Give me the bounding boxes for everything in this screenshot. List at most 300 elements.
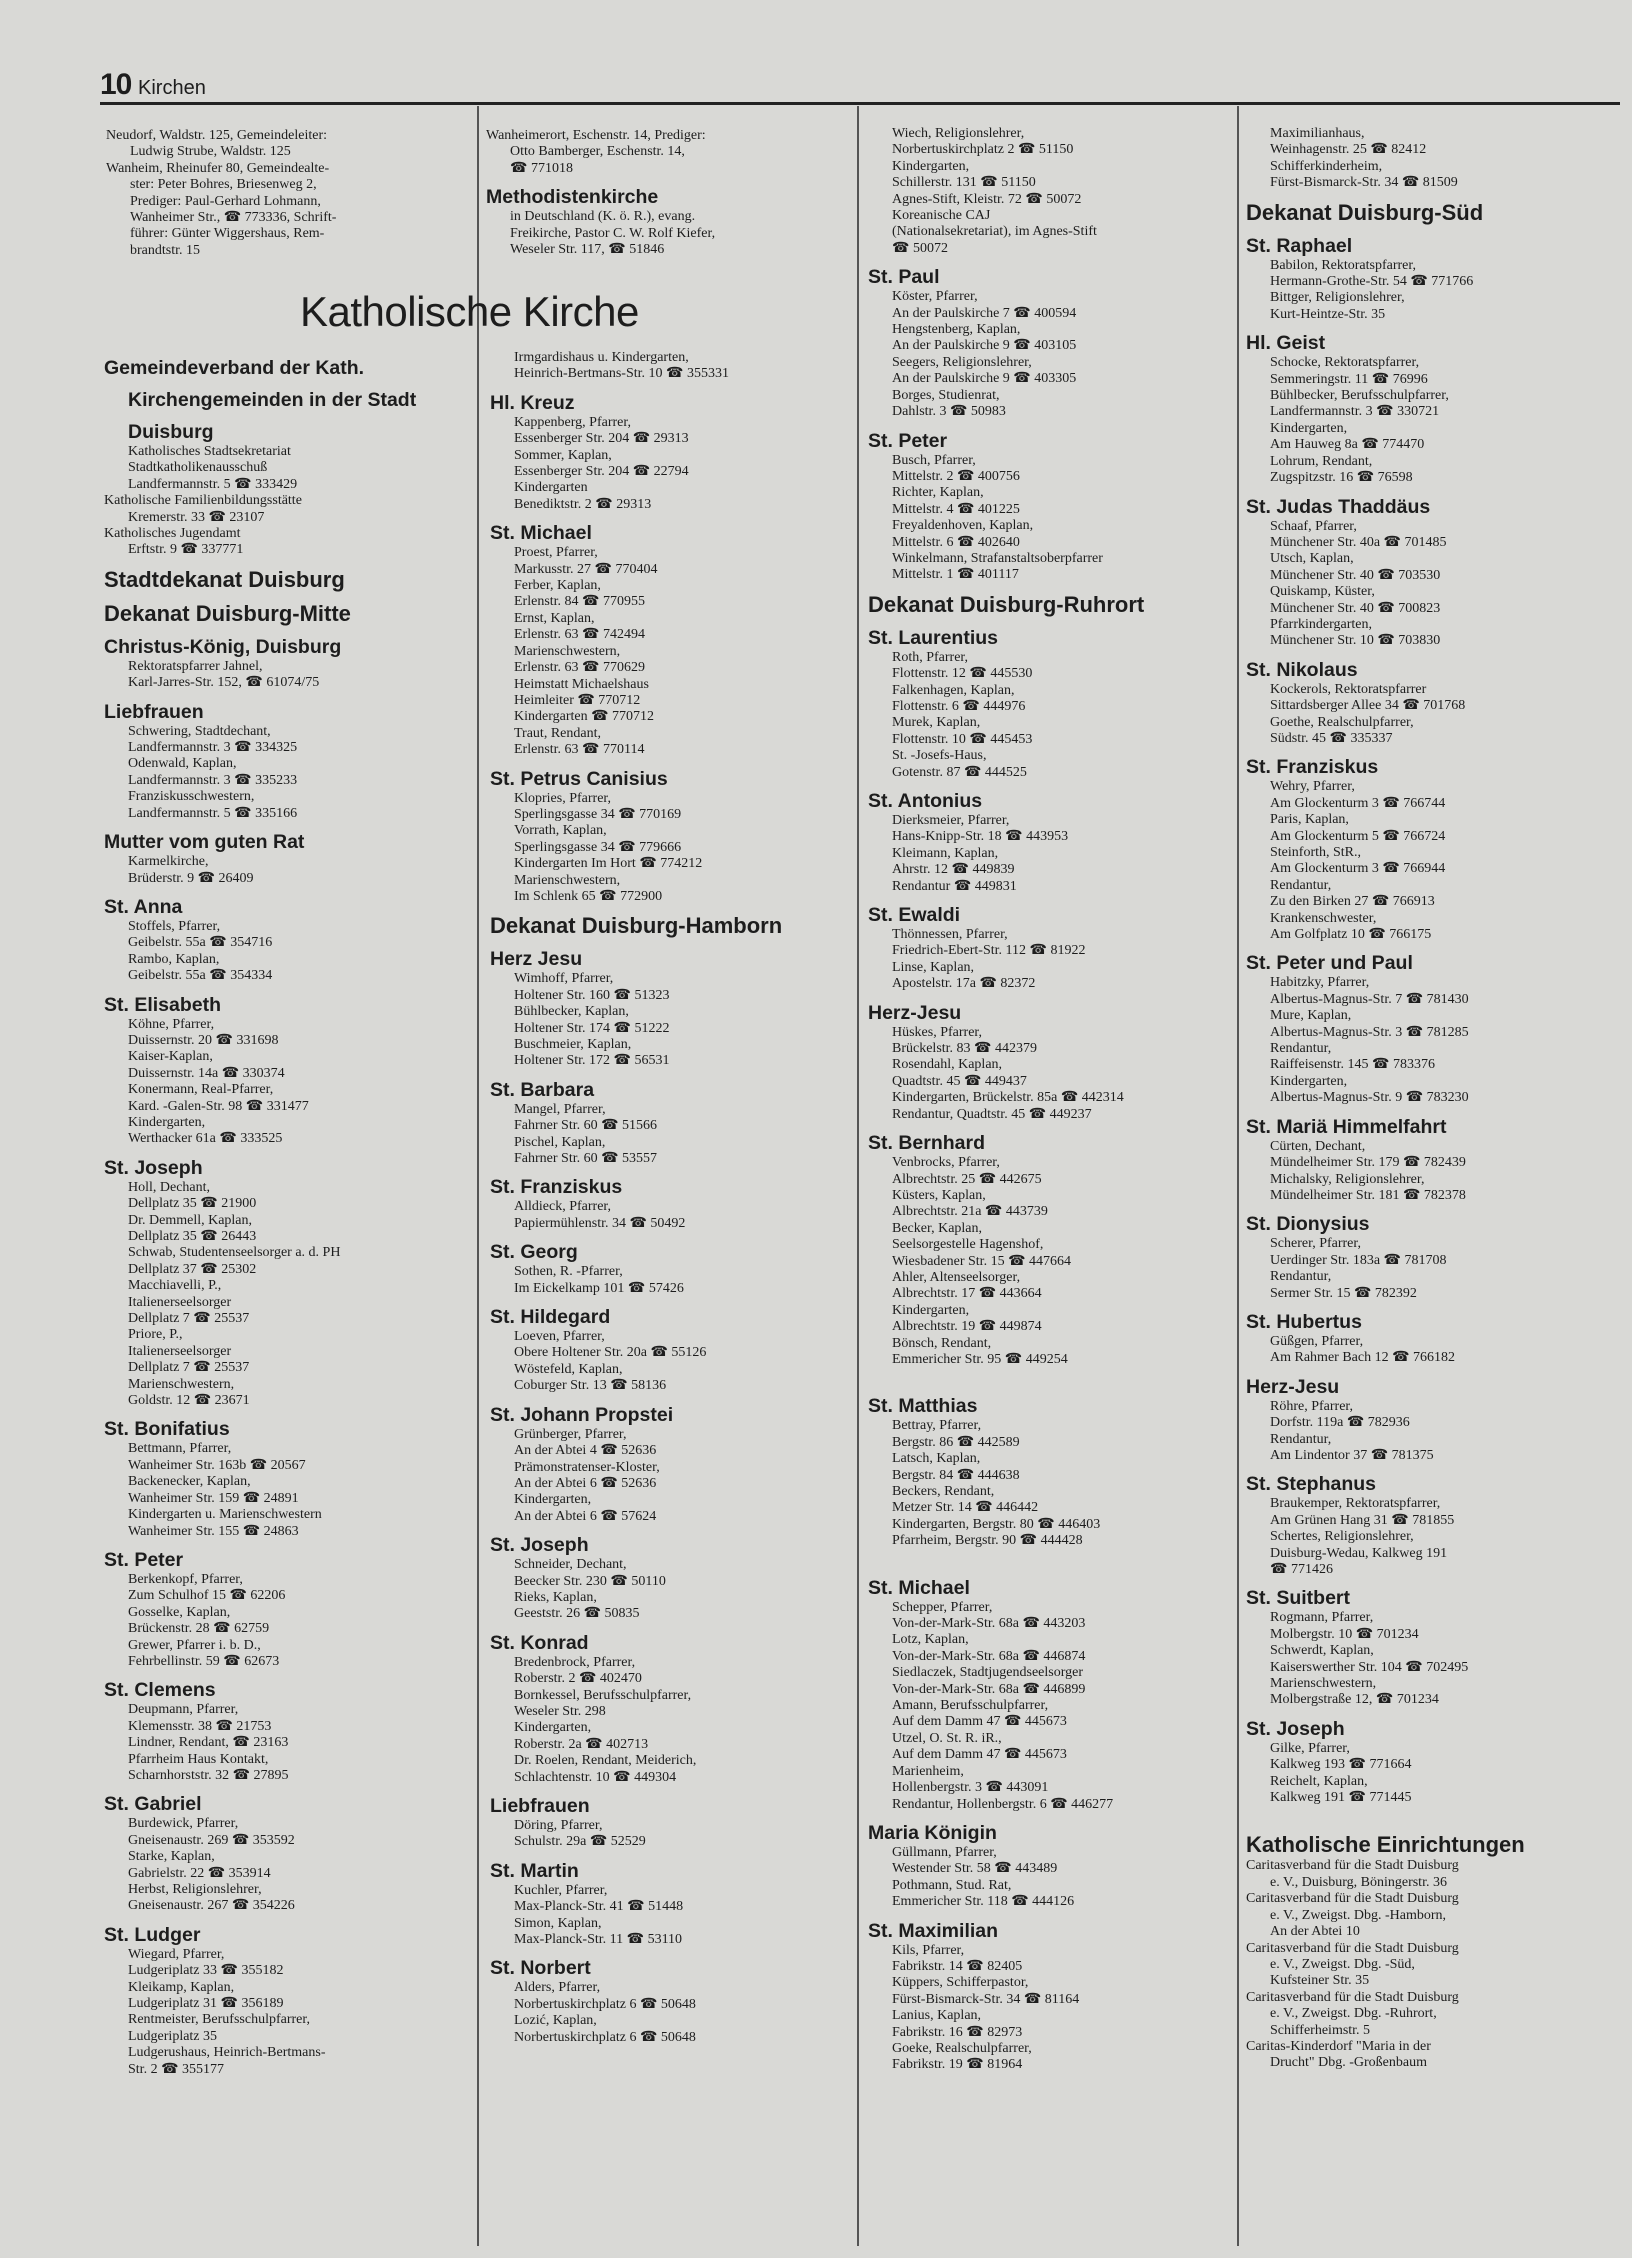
entry-line: Holtener Str. 172 ☎ 56531	[514, 1053, 670, 1069]
entry-line: Fahrner Str. 60 ☎ 53557	[514, 1151, 658, 1167]
section-heading: Dekanat Duisburg-Ruhrort	[868, 591, 1145, 617]
entry-line: Bredenbrock, Pfarrer,	[514, 1654, 636, 1670]
entry-line: Klemensstr. 38 ☎ 21753	[128, 1718, 272, 1734]
entry-line: Utzel, O. St. R. iR.,	[892, 1730, 1002, 1746]
entry-line: Rambo, Kaplan,	[128, 951, 220, 967]
entry-line: Flottenstr. 10 ☎ 445453	[892, 731, 1033, 747]
column-1	[104, 356, 474, 2078]
entry-line: Kalkweg 191 ☎ 771445	[1270, 1790, 1412, 1806]
entry-heading: Herz-Jesu	[1246, 1375, 1340, 1398]
entry-line: Proest, Pfarrer,	[514, 545, 598, 561]
entry-line: Zu den Birken 27 ☎ 766913	[1270, 894, 1435, 910]
entry-line: Paris, Kaplan,	[1270, 812, 1349, 828]
entry-line: Schwab, Studentenseelsorger a. d. PH	[128, 1245, 341, 1261]
entry-line: Linse, Kaplan,	[892, 959, 975, 975]
entry-line: Gosselke, Kaplan,	[128, 1604, 231, 1620]
column-divider	[1237, 106, 1239, 2246]
entry-line: Roberstr. 2a ☎ 402713	[514, 1736, 649, 1752]
entry-line: Dahlstr. 3 ☎ 50983	[892, 404, 1006, 420]
entry-line: Coburger Str. 13 ☎ 58136	[514, 1378, 667, 1394]
entry-line: Vorrath, Kaplan,	[514, 823, 607, 839]
entry-line: e. V., Zweigst. Dbg. -Ruhrort,	[1270, 2006, 1437, 2022]
entry-heading: Hl. Kreuz	[490, 391, 575, 414]
column-divider	[477, 106, 479, 2246]
entry-line: Erlenstr. 63 ☎ 742494	[514, 627, 645, 643]
entry-line: Cürten, Dechant,	[1270, 1138, 1366, 1154]
entry-heading: St. Franziskus	[1246, 756, 1379, 779]
entry-line: Katholisches Stadtsekretariat	[128, 444, 291, 459]
page-title: Kirchen	[138, 77, 206, 99]
entry-heading: St. Norbert	[490, 1957, 591, 1980]
entry-heading: St. Johann Propstei	[490, 1403, 674, 1426]
entry-heading: St. Matthias	[868, 1395, 978, 1418]
entry-heading: Liebfrauen	[104, 700, 204, 723]
entry-line: ster: Peter Bohres, Briesenweg 2,	[130, 177, 317, 193]
entry-line: Duissernstr. 20 ☎ 331698	[128, 1032, 279, 1048]
entry-heading: St. Paul	[868, 266, 940, 289]
entry-line: e. V., Zweigst. Dbg. -Hamborn,	[1270, 1907, 1447, 1923]
entry-line: Dellplatz 35 ☎ 21900	[128, 1196, 257, 1212]
entry-heading: St. Georg	[490, 1241, 578, 1264]
entry-line: brandtstr. 15	[130, 242, 200, 258]
entry-line: Wiech, Religionslehrer,	[892, 126, 1025, 141]
entry-line: Kils, Pfarrer,	[892, 1942, 965, 1958]
entry-heading: St. Hubertus	[1246, 1310, 1362, 1333]
entry-line: Erlenstr. 63 ☎ 770114	[514, 742, 645, 758]
entry-heading: St. Anna	[104, 895, 183, 918]
entry-line: Markusstr. 27 ☎ 770404	[514, 561, 658, 577]
entry-line: Auf dem Damm 47 ☎ 445673	[892, 1747, 1067, 1763]
entry-line: Albrechtstr. 17 ☎ 443664	[892, 1286, 1042, 1302]
entry-line: Alldieck, Pfarrer,	[514, 1199, 612, 1215]
entry-line: Südstr. 45 ☎ 335337	[1270, 730, 1393, 746]
entry-line: Benediktstr. 2 ☎ 29313	[514, 496, 652, 512]
entry-line: Ludgeriplatz 31 ☎ 356189	[128, 1996, 284, 2012]
entry-line: Siedlaczek, Stadtjugendseelsorger	[892, 1665, 1084, 1681]
entry-heading: St. Michael	[868, 1576, 970, 1599]
section-heading-katholische-kirche: Katholische Kirche	[300, 288, 639, 335]
entry-line: Herbst, Religionslehrer,	[128, 1882, 262, 1897]
entry-line: Kindergarten,	[1270, 1073, 1348, 1089]
entry-line: Schaaf, Pfarrer,	[1270, 518, 1357, 534]
entry-line: Steinforth, StR.,	[1270, 845, 1362, 860]
entry-line: (Nationalsekretariat), im Agnes-Stift	[892, 224, 1097, 240]
entry-line: e. V., Duisburg, Böningerstr. 36	[1270, 1874, 1447, 1890]
entry-line: Am Hauweg 8a ☎ 774470	[1270, 437, 1425, 453]
entry-line: Wanheimer Str., ☎ 773336, Schrift-	[130, 210, 337, 226]
entry-line: Franziskusschwestern,	[128, 789, 255, 805]
entry-line: Schwerdt, Kaplan,	[1270, 1643, 1374, 1659]
entry-line: Dellplatz 7 ☎ 25537	[128, 1311, 250, 1327]
entry-line: Wanheimer Str. 155 ☎ 24863	[128, 1523, 299, 1539]
entry-line: Scherer, Pfarrer,	[1270, 1236, 1361, 1252]
entry-line: Fabrikstr. 14 ☎ 82405	[892, 1958, 1023, 1974]
entry-line: Fahrner Str. 60 ☎ 51566	[514, 1118, 658, 1134]
entry-line: Mündelheimer Str. 179 ☎ 782439	[1270, 1155, 1466, 1171]
entry-line: Albertus-Magnus-Str. 3 ☎ 781285	[1270, 1024, 1469, 1040]
entry-line: Quiskamp, Küster,	[1270, 584, 1375, 600]
entry-line: Schulstr. 29a ☎ 52529	[514, 1834, 646, 1850]
entry-line: Katholische Familienbildungsstätte	[104, 493, 302, 509]
entry-line: ☎ 50072	[892, 240, 948, 256]
entry-heading: St. Antonius	[868, 790, 983, 812]
entry-line: Lozić, Kaplan,	[514, 2013, 597, 2029]
entry-line: An der Abtei 6 ☎ 57624	[514, 1508, 657, 1524]
entry-line: Münchener Str. 40 ☎ 703530	[1270, 567, 1441, 583]
entry-heading: St. Stephanus	[1246, 1473, 1377, 1496]
entry-line: Wanheim, Rheinufer 80, Gemeindealte-	[106, 160, 330, 176]
entry-line: Babilon, Rektoratspfarrer,	[1270, 257, 1417, 273]
entry-line: Mittelstr. 2 ☎ 400756	[892, 468, 1020, 484]
entry-line: Kuchler, Pfarrer,	[514, 1882, 608, 1898]
entry-line: Holl, Dechant,	[128, 1179, 211, 1195]
entry-heading: Mutter vom guten Rat	[104, 831, 305, 854]
entry-line: Ludgeriplatz 33 ☎ 355182	[128, 1963, 284, 1979]
entry-line: Albertus-Magnus-Str. 7 ☎ 781430	[1270, 991, 1469, 1007]
entry-line: Becker, Kaplan,	[892, 1220, 983, 1236]
entry-line: Kufsteiner Str. 35	[1270, 1973, 1370, 1989]
entry-line: Dellplatz 37 ☎ 25302	[128, 1261, 257, 1277]
entry-heading: Liebfrauen	[490, 1795, 590, 1817]
entry-line: Kleimann, Kaplan,	[892, 845, 999, 861]
entry-line: Gneisenaustr. 269 ☎ 353592	[128, 1832, 295, 1848]
entry-heading: St. Ewaldi	[868, 904, 961, 927]
entry-line: Agnes-Stift, Kleistr. 72 ☎ 50072	[892, 191, 1082, 207]
entry-line: Rendantur,	[1270, 1431, 1332, 1447]
entry-line: Am Lindentor 37 ☎ 781375	[1270, 1447, 1434, 1463]
entry-line: Weseler Str. 298	[514, 1703, 606, 1719]
entry-line: Buschmeier, Kaplan,	[514, 1037, 632, 1052]
entry-line: Bettmann, Pfarrer,	[128, 1441, 232, 1457]
entry-line: Raiffeisenstr. 145 ☎ 783376	[1270, 1057, 1435, 1073]
entry-line: Molbergstr. 10 ☎ 701234	[1270, 1626, 1419, 1642]
entry-line: Fehrbellinstr. 59 ☎ 62673	[128, 1653, 280, 1669]
entry-line: Dellplatz 35 ☎ 26443	[128, 1229, 257, 1244]
entry-line: Kindergarten,	[514, 1720, 592, 1736]
entry-line: Max-Planck-Str. 11 ☎ 53110	[514, 1932, 683, 1948]
entry-heading: St. Bonifatius	[104, 1418, 230, 1441]
entry-heading: St. Suitbert	[1246, 1587, 1351, 1610]
entry-line: Thönnessen, Pfarrer,	[892, 927, 1008, 943]
entry-line: Küsters, Kaplan,	[892, 1187, 986, 1203]
entry-line: Pischel, Kaplan,	[514, 1134, 606, 1150]
entry-line: Kalkweg 193 ☎ 771664	[1270, 1757, 1412, 1773]
entry-line: Ferber, Kaplan,	[514, 578, 601, 594]
entry-line: Katholisches Jugendamt	[104, 526, 241, 542]
section-heading: Katholische Einrichtungen	[1246, 1832, 1525, 1858]
entry-line: Brückelstr. 83 ☎ 442379	[892, 1041, 1037, 1057]
entry-line: Marienschwestern,	[1270, 1676, 1377, 1692]
entry-line: Schneider, Dechant,	[514, 1557, 627, 1573]
entry-line: Apostelstr. 17a ☎ 82372	[892, 976, 1036, 992]
entry-line: Brüderstr. 9 ☎ 26409	[128, 870, 254, 886]
entry-line: Wiesbadener Str. 15 ☎ 447664	[892, 1253, 1072, 1269]
entry-line: Karmelkirche,	[128, 854, 209, 870]
entry-heading: Hl. Geist	[1246, 332, 1326, 355]
entry-line: Emmericher Str. 118 ☎ 444126	[892, 1894, 1075, 1910]
entry-line: Dorfstr. 119a ☎ 782936	[1270, 1415, 1410, 1431]
entry-line: Münchener Str. 10 ☎ 703830	[1270, 633, 1441, 649]
entry-line: Kappenberg, Pfarrer,	[514, 414, 631, 430]
entry-line: Ahrstr. 12 ☎ 449839	[892, 862, 1015, 878]
entry-heading: Maria Königin	[868, 1821, 997, 1844]
entry-line: Hans-Knipp-Str. 18 ☎ 443953	[892, 829, 1069, 845]
entry-line: Utsch, Kaplan,	[1270, 551, 1354, 567]
entry-line: Beecker Str. 230 ☎ 50110	[514, 1573, 666, 1589]
entry-line: Rendantur ☎ 449831	[892, 878, 1017, 894]
entry-line: Rendantur,	[1270, 1269, 1332, 1285]
entry-line: Kockerols, Rektoratspfarrer	[1270, 681, 1427, 697]
entry-line: Norbertuskirchplatz 6 ☎ 50648	[514, 1996, 696, 2012]
entry-line: Hengstenberg, Kaplan,	[892, 322, 1021, 338]
entry-line: Kard. -Galen-Str. 98 ☎ 331477	[128, 1098, 309, 1114]
entry-line: Kurt-Heintze-Str. 35	[1270, 306, 1386, 322]
entry-line: Am Glockenturm 5 ☎ 766724	[1270, 828, 1446, 844]
entry-heading: St. Elisabeth	[104, 993, 222, 1016]
entry-line: Roth, Pfarrer,	[892, 649, 969, 665]
entry-line: Bergstr. 84 ☎ 444638	[892, 1467, 1020, 1483]
entry-line: Wiegard, Pfarrer,	[128, 1946, 225, 1962]
entry-line: Priore, P.,	[128, 1327, 183, 1343]
entry-line: Wanheimerort, Eschenstr. 14, Prediger:	[486, 128, 706, 143]
entry-heading: St. Gabriel	[104, 1793, 202, 1816]
entry-line: Landfermannstr. 3 ☎ 335233	[128, 772, 298, 788]
entry-line: Mangel, Pfarrer,	[514, 1101, 606, 1117]
entry-line: Lohrum, Rendant,	[1270, 453, 1373, 469]
entry-line: Sommer, Kaplan,	[514, 447, 612, 463]
entry-line: führer: Günter Wiggershaus, Rem-	[130, 226, 325, 242]
entry-line: Kindergarten	[514, 480, 588, 496]
entry-line: Ludwig Strube, Waldstr. 125	[130, 144, 291, 160]
entry-line: Caritasverband für die Stadt Duisburg	[1246, 1989, 1459, 2005]
entry-line: Norbertuskirchplatz 2 ☎ 51150	[892, 142, 1074, 158]
entry-heading: St. Peter	[104, 1548, 184, 1571]
entry-line: Dierksmeier, Pfarrer,	[892, 813, 1010, 828]
entry-line: Braukemper, Rektoratspfarrer,	[1270, 1496, 1441, 1512]
entry-heading: St. Peter und Paul	[1246, 952, 1413, 975]
entry-line: Röhre, Pfarrer,	[1270, 1398, 1354, 1414]
entry-line: Marienschwestern,	[128, 1376, 235, 1392]
entry-line: Mure, Kaplan,	[1270, 1008, 1352, 1024]
entry-line: Wöstefeld, Kaplan,	[514, 1361, 623, 1377]
entry-line: Seelsorgestelle Hagenshof,	[892, 1237, 1044, 1253]
entry-heading: St. Maximilian	[868, 1919, 999, 1942]
entry-line: Caritasverband für die Stadt Duisburg	[1246, 1940, 1459, 1956]
entry-line: Landfermannstr. 5 ☎ 333429	[128, 476, 298, 492]
entry-line: Bühlbecker, Berufsschulpfarrer,	[1270, 388, 1449, 404]
entry-line: Duisburg-Wedau, Kalkweg 191	[1270, 1545, 1448, 1561]
entry-line: Schwering, Stadtdechant,	[128, 723, 271, 739]
entry-line: Habitzky, Pfarrer,	[1270, 975, 1370, 991]
entry-line: Bergstr. 86 ☎ 442589	[892, 1434, 1020, 1450]
entry-line: Dr. Roelen, Rendant, Meiderich,	[514, 1753, 697, 1769]
entry-line: Gotenstr. 87 ☎ 444525	[892, 764, 1027, 780]
entry-line: An der Paulskirche 9 ☎ 403305	[892, 371, 1077, 387]
entry-line: Caritasverband für die Stadt Duisburg	[1246, 1858, 1459, 1874]
entry-line: Rendantur,	[1270, 1041, 1332, 1057]
entry-line: Schocke, Rektoratspfarrer,	[1270, 355, 1420, 371]
entry-heading: St. Joseph	[104, 1156, 203, 1179]
entry-line: Kindergarten Im Hort ☎ 774212	[514, 856, 703, 872]
entry-line: Semmeringstr. 11 ☎ 76996	[1270, 371, 1428, 387]
entry-heading: St. Barbara	[490, 1078, 595, 1101]
entry-line: Flottenstr. 12 ☎ 445530	[892, 666, 1033, 682]
entry-line: Kleikamp, Kaplan,	[128, 1979, 235, 1995]
entry-line: Obere Holtener Str. 20a ☎ 55126	[514, 1345, 707, 1361]
column-3	[868, 126, 1234, 2074]
section-heading: Dekanat Duisburg-Mitte	[104, 600, 351, 626]
entry-line: Richter, Kaplan,	[892, 485, 984, 501]
entry-heading: St. Bernhard	[868, 1132, 986, 1155]
entry-line: Schillerstr. 131 ☎ 51150	[892, 175, 1036, 191]
entry-line: Fabrikstr. 19 ☎ 81964	[892, 2057, 1023, 2073]
entry-line: Landfermannstr. 3 ☎ 334325	[128, 740, 298, 756]
entry-line: Sothen, R. -Pfarrer,	[514, 1264, 623, 1280]
entry-line: Schifferkinderheim,	[1270, 158, 1383, 174]
entry-line: Schifferheimstr. 5	[1270, 2022, 1371, 2038]
entry-line: Stoffels, Pfarrer,	[128, 918, 221, 934]
entry-heading: St. Franziskus	[490, 1176, 623, 1199]
entry-line: Erlenstr. 63 ☎ 770629	[514, 660, 645, 676]
entry-line: Borges, Studienrat,	[892, 387, 1000, 403]
entry-heading: Christus-König, Duisburg	[104, 635, 342, 658]
entry-line: Dr. Demmell, Kaplan,	[128, 1212, 253, 1228]
entry-line: Ernst, Kaplan,	[514, 610, 595, 626]
entry-line: Duissernstr. 14a ☎ 330374	[128, 1065, 285, 1081]
entry-line: Italienerseelsorger	[128, 1343, 232, 1359]
entry-line: Kindergarten ☎ 770712	[514, 709, 655, 725]
entry-line: An der Abtei 4 ☎ 52636	[514, 1443, 657, 1459]
entry-line: Kindergarten,	[892, 158, 970, 174]
entry-line: Auf dem Damm 47 ☎ 445673	[892, 1714, 1067, 1730]
entry-line: Kindergarten,	[128, 1114, 206, 1130]
entry-line: Kremerstr. 33 ☎ 23107	[128, 509, 265, 525]
entry-line: ☎ 771426	[1270, 1562, 1333, 1577]
entry-line: Falkenhagen, Kaplan,	[892, 682, 1015, 698]
column-divider	[857, 106, 859, 2246]
entry-line: Scharnhorststr. 32 ☎ 27895	[128, 1767, 289, 1783]
entry-line: Döring, Pfarrer,	[514, 1818, 603, 1833]
entry-line: Quadtstr. 45 ☎ 449437	[892, 1073, 1027, 1089]
entry-line: Schertes, Religionslehrer,	[1270, 1529, 1414, 1545]
section-heading: Dekanat Duisburg-Süd	[1246, 199, 1484, 225]
entry-line: Gabrielstr. 22 ☎ 353914	[128, 1865, 271, 1881]
entry-heading: St. Clemens	[104, 1679, 216, 1702]
entry-line: Papiermühlenstr. 34 ☎ 50492	[514, 1215, 686, 1231]
entry-line: St. -Josefs-Haus,	[892, 748, 987, 764]
entry-line: Klopries, Pfarrer,	[514, 790, 612, 806]
entry-line: Bönsch, Rendant,	[892, 1335, 992, 1351]
entry-line: Drucht" Dbg. -Großenbaum	[1270, 2055, 1427, 2071]
entry-line: Grewer, Pfarrer i. b. D.,	[128, 1637, 261, 1653]
entry-line: Brückenstr. 28 ☎ 62759	[128, 1621, 270, 1637]
entry-line: Bornkessel, Berufsschulpfarrer,	[514, 1687, 692, 1703]
entry-line: Rentmeister, Berufsschulpfarrer,	[128, 2012, 310, 2028]
entry-line: Sermer Str. 15 ☎ 782392	[1270, 1285, 1417, 1301]
entry-line: Molbergstraße 12, ☎ 701234	[1270, 1692, 1439, 1708]
entry-line: Beckers, Rendant,	[892, 1484, 995, 1499]
entry-line: Köster, Pfarrer,	[892, 289, 978, 305]
entry-line: Hollenbergstr. 3 ☎ 443091	[892, 1780, 1049, 1796]
entry-line: Prämonstratenser-Kloster,	[514, 1459, 660, 1475]
entry-line: Sperlingsgasse 34 ☎ 779666	[514, 839, 682, 855]
entry-line: Krankenschwester,	[1270, 910, 1377, 926]
entry-line: Geeststr. 26 ☎ 50835	[514, 1606, 640, 1622]
entry-line: Ludgerushaus, Heinrich-Bertmans-	[128, 2045, 326, 2061]
entry-line: Am Glockenturm 3 ☎ 766744	[1270, 795, 1446, 811]
entry-heading: Gemeindeverband der Kath.	[104, 357, 365, 379]
entry-line: Loeven, Pfarrer,	[514, 1329, 605, 1345]
entry-line: Erftstr. 9 ☎ 337771	[128, 542, 244, 558]
column-top-left	[106, 128, 472, 259]
entry-heading: St. Martin	[490, 1859, 579, 1882]
column-4	[1246, 126, 1620, 2072]
entry-line: Str. 2 ☎ 355177	[128, 2061, 225, 2077]
page-header	[100, 70, 1620, 105]
entry-heading: St. Laurentius	[868, 626, 999, 649]
entry-line: Lotz, Kaplan,	[892, 1632, 969, 1648]
entry-line: Freyaldenhoven, Kaplan,	[892, 518, 1034, 534]
entry-line: Kaiser-Kaplan,	[128, 1049, 213, 1065]
entry-line: Münchener Str. 40a ☎ 701485	[1270, 534, 1447, 550]
entry-line: Michalsky, Religionslehrer,	[1270, 1171, 1425, 1187]
entry-line: Landfermannstr. 5 ☎ 335166	[128, 805, 298, 821]
entry-heading: St. Joseph	[490, 1534, 589, 1557]
entry-line: Kindergarten,	[892, 1302, 970, 1318]
entry-line: Rogmann, Pfarrer,	[1270, 1610, 1374, 1626]
entry-line: Murek, Kaplan,	[892, 715, 981, 731]
entry-line: Mündelheimer Str. 181 ☎ 782378	[1270, 1187, 1466, 1203]
entry-line: Fabrikstr. 16 ☎ 82973	[892, 2024, 1023, 2040]
entry-line: Pfarrheim, Bergstr. 90 ☎ 444428	[892, 1533, 1083, 1549]
entry-line: Konermann, Real-Pfarrer,	[128, 1082, 274, 1098]
column-top-middle	[486, 128, 852, 258]
entry-line: Kaiserswerther Str. 104 ☎ 702495	[1270, 1659, 1469, 1675]
entry-heading: St. Judas Thaddäus	[1246, 495, 1431, 518]
entry-line: Goldstr. 12 ☎ 23671	[128, 1393, 250, 1409]
entry-line: Marienheim,	[892, 1763, 964, 1779]
entry-heading: St. Raphael	[1246, 234, 1353, 257]
entry-line: Burdewick, Pfarrer,	[128, 1816, 239, 1832]
entry-line: Werthacker 61a ☎ 333525	[128, 1131, 283, 1147]
section-heading: Stadtdekanat Duisburg	[104, 566, 345, 592]
entry-line: Kindergarten,	[514, 1492, 592, 1508]
entry-line: Mittelstr. 4 ☎ 401225	[892, 501, 1020, 517]
entry-line: Simon, Kaplan,	[514, 1915, 602, 1931]
entry-heading: Methodistenkirche	[486, 186, 659, 209]
entry-line: Bettray, Pfarrer,	[892, 1418, 982, 1434]
entry-line: Von-der-Mark-Str. 68a ☎ 446874	[892, 1648, 1086, 1664]
column-2	[490, 350, 854, 2046]
entry-line: Weinhagenstr. 25 ☎ 82412	[1270, 142, 1427, 158]
entry-line: Kindergarten, Brückelstr. 85a ☎ 442314	[892, 1090, 1124, 1106]
entry-line: Freikirche, Pastor C. W. Rolf Kiefer,	[510, 225, 716, 241]
entry-heading: St. Hildegard	[490, 1306, 611, 1329]
entry-line: Max-Planck-Str. 41 ☎ 51448	[514, 1899, 684, 1915]
entry-line: Essenberger Str. 204 ☎ 22794	[514, 464, 689, 480]
entry-line: Karl-Jarres-Str. 152, ☎ 61074/75	[128, 675, 320, 691]
entry-heading: Duisburg	[128, 421, 214, 443]
entry-line: Deupmann, Pfarrer,	[128, 1702, 239, 1718]
entry-line: Geibelstr. 55a ☎ 354716	[128, 935, 273, 951]
entry-line: Norbertuskirchplatz 6 ☎ 50648	[514, 2029, 696, 2045]
entry-line: Busch, Pfarrer,	[892, 452, 976, 468]
entry-heading: Kirchengemeinden in der Stadt	[128, 389, 417, 411]
entry-line: Berkenkopf, Pfarrer,	[128, 1571, 243, 1587]
entry-line: Emmericher Str. 95 ☎ 449254	[892, 1351, 1068, 1367]
entry-line: Wimhoff, Pfarrer,	[514, 971, 614, 987]
entry-line: Schlachtenstr. 10 ☎ 449304	[514, 1769, 677, 1785]
